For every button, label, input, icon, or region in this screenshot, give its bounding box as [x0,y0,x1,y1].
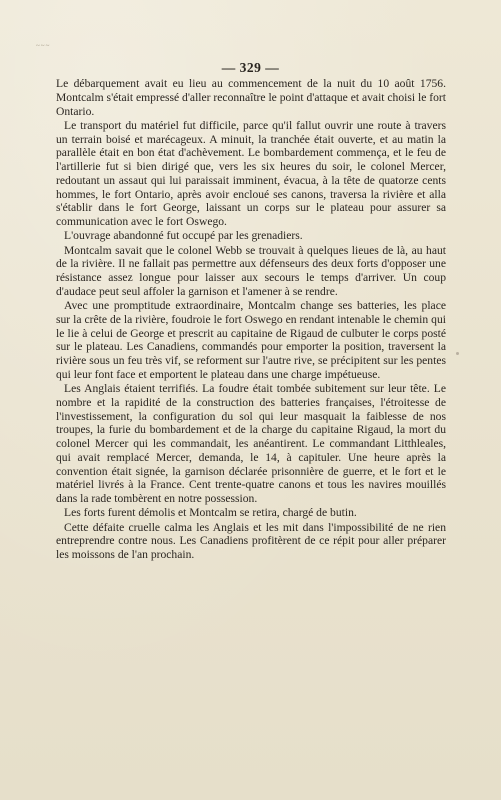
paragraph: Les forts furent démolis et Montcalm se retira, chargé de butin. [64,506,357,520]
body-text [56,77,446,562]
paragraph: Le transport du matériel fut difficile, parce qu'il fallut ouvrir une route à travers un terrain boisé et marécageux. A minuit, la tranchée était ouverte, et au matin la parallèle était en bon état d'achèvement. Le bombardement commença, et le feu de l'artillerie fut si bien dirigé que, vers les six heures du soir, le colonel Mercer, redoutant un assaut qui lui paraissait imminent, évacua, à la tête de quatorze cents hommes, le fort Ontario, après avoir encloué ses canons, traversa la rivière et alla s'établir dans le fort George, laissant un corps sur le plateau pour assurer sa communication avec le fort Oswego. [56,118,446,228]
paragraph: Le débarquement avait eu lieu au commencement de la nuit du 10 août 1756. Montcalm s'était empressé d'aller reconnaître le point d'attaque et avait choisi le fort Ontario. [56,77,447,118]
paragraph: Les Anglais étaient terrifiés. La foudre était tombée subitement sur leur tête. Le nombre et la rapidité de la construction des batteries françaises, l'étroitesse de l'investissement, la configuration du sol qui leur masquait la faiblesse de nos troupes, la furie du bombardement et de la charge du capitaine Rigaud, la mort du colonel Mercer qui les commandait, les anéantirent. Le commandant Litthleales, qui avait remplacé Mercer, demanda, le 14, à capituler. Une heure après la convention était signée, la garnison déclarée prisonnière de guerre, et le fort et le matériel livrés à la France. Cent trente-quatre canons et tous les navires mouillés dans la rade tombèrent en notre possession. [56,382,446,505]
paper-speck [456,352,459,355]
ink-smudge: ~~~ [36,42,51,50]
paragraph: Montcalm savait que le colonel Webb se trouvait à quelques lieues de là, au haut de la rivière. Il ne fallait pas permettre aux défenseurs des deux forts d'opposer une résistance assez longue pour laisser aux secours le temps d'arriver. Un coup d'audace peut seul affoler la garnison et l'amener à se rendre. [56,243,446,298]
paragraph: L'ouvrage abandonné fut occupé par les grenadiers. [64,229,303,243]
page-number: — 329 — [221,60,280,75]
paragraph: Avec une promptitude extraordinaire, Montcalm change ses batteries, les place sur la crête de la rivière, foudroie le fort Oswego en rendant intenable le chemin qui le lie à celui de George et prescrit au capitaine de Rigaud de culbuter le corps posté sur le plateau. Les Canadiens, commandés pour emporter la position, traversent la rivière sous un feu très vif, se reforment sur l'autre rive, se précipitent sur les pentes qui leur font face et emportent le plateau dans une charge impétueuse. [56,299,446,381]
paragraph: Cette défaite cruelle calma les Anglais et les mit dans l'impossibilité de ne rien entreprendre contre nous. Les Canadiens profitèrent de ce répit pour aller préparer les moissons de l'an prochain. [56,520,446,561]
